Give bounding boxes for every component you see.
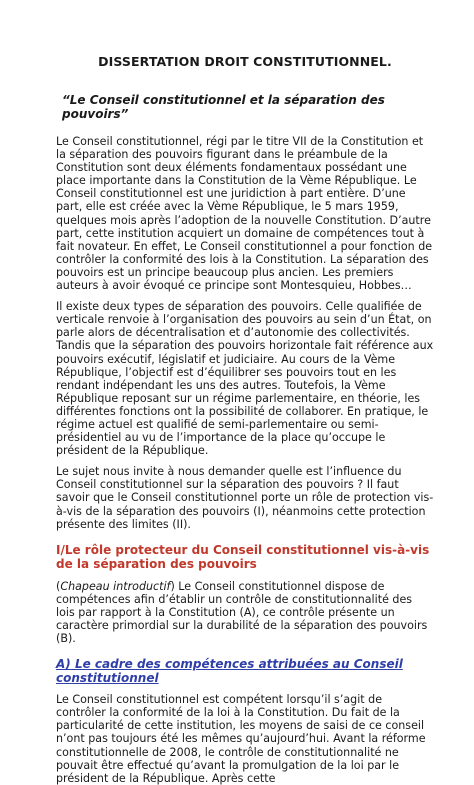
section-1-heading: I/Le rôle protecteur du Conseil constitutionnel vis-à-vis de la séparation des pouvoirs [56, 542, 430, 571]
subsection-a-heading: A) Le cadre des compétences attribuées au Conseil constitutionnel [56, 657, 403, 686]
intro-paragraph-3: Le sujet nous invite à nous demander quelle est l’influence du Conseil constitutionnel sur la séparation des pouvoirs ? Il faut savoir que le Conseil constitutionnel porte un rôle de protection vis-à-vis de la séparation des pouvoirs (I), néanmoins cette protection présente des limites (II). [56, 465, 434, 531]
chapeau-paragraph: (Chapeau introductif) Le Conseil constitutionnel dispose de compétences afin d’établir un contrôle de constitutionnalité des lois par rapport à la Constitution (A), ce contrôle présente un caractère primordial sur la durabilité de la séparation des pouvoirs (B). [56, 579, 428, 646]
intro-paragraph-2: Il existe deux types de séparation des pouvoirs. Celle qualifiée de verticale renvoie à l’organisation des pouvoirs au sein d’un État, on parle alors de décentralisation et d’autonomie des collectivités. Tandis que la séparation des pouvoirs horizontale fait référence aux pouvoirs exécutif, législatif et judiciaire. Au cours de la Vème République, l’objectif est d’équilibrer ses pouvoirs tout en les rendant indépendant les uns des autres. Toutefois, la Vème République reposant sur un régime parlementaire, en théorie, les différentes fonctions ont la possibilité de collaborer. En pratique, le régime actuel est qualifié de semi-parlementaire ou semi-présidentiel au vu de l’importance de la place qu’occupe le président de la République. [56, 300, 434, 458]
chapeau-label: Chapeau introductif [60, 579, 171, 593]
intro-paragraph-1: Le Conseil constitutionnel, régi par le titre VII de la Constitution et la séparation des pouvoirs figurant dans le préambule de la Constitution sont deux éléments fondamentaux possédant une place importante dans la Constitution de la Vème République. Le Conseil constitutionnel est une juridiction à part entière. D’une part, elle est créée avec la Vème République, le 5 mars 1959, quelques mois après l’adoption de la nouvelle Constitution. D’autre part, cette institution acquiert un domaine de compétences tout à fait novateur. En effet, Le Conseil constitutionnel a pour fonction de contrôler la conformité des lois à la Constitution. La séparation des pouvoirs est un principe beaucoup plus ancien. Les premiers auteurs à avoir évoqué ce principe sont Montesquieu, Hobbes… [56, 135, 433, 293]
subsection-a-paragraph: Le Conseil constitutionnel est compétent lorsqu’il s’agit de contrôler la conformité de la loi à la Constitution. Du fait de la particularité de cette institution, les moyens de saisi de ce conseil n’ont pas toujours été les mêmes qu’aujourd’hui. Avant la réforme constitutionnelle de 2008, le contrôle de constitutionnalité ne pouvait être effectué qu’avant la promulgation de la loi par le président de la République. Après cette [56, 693, 426, 785]
document-title: DISSERTATION DROIT CONSTITUTIONNEL. [98, 54, 392, 69]
chapeau-text: Le Conseil constitutionnel dispose de compétences afin d’établir un contrôle de constitutionnalité des lois par rapport à la Constitution (A), ce contrôle présente un caractère primordial sur la durabilité de la séparation des pouvoirs (B). [56, 579, 428, 646]
document-subtitle: “Le Conseil constitutionnel et la séparation des pouvoirs” [62, 93, 385, 121]
